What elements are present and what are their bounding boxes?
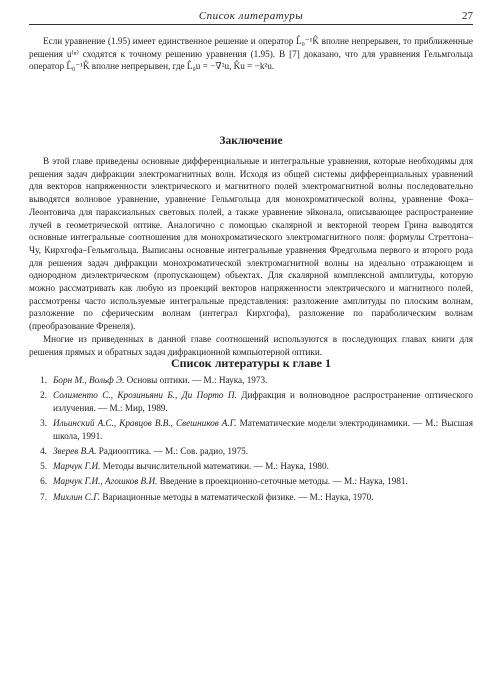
reference-number: 5. — [40, 461, 47, 472]
reference-authors: Марчук Г.И., Агошков В.И. — [53, 476, 158, 487]
references-heading: Список литературы к главе 1 — [170, 356, 332, 370]
conclusion-paragraph-1: В этой главе приведены основные дифференциальные и интегральные уравнения, которые необходимы для решения задач дифракции электромагнитных волн. Исходя из общей системы дифференциальных уравнений для векторов напряженности электрического и магнитного полей электромагнитной волны последовательно выводятся волновое уравнение, уравнение Гельмгольца для монохроматической волны, уравнение Фока–Леонтовича для параксиальных световых полей, а также уравнение эйконала, описывающее распространение лучей в геометрической оптике. Аналогично с помощью скалярной и векторной теорем Грина выводятся основные интегральные соотношения для монохроматического электромагнитного поля: формулы Стреттона–Чу, Кирхгофа–Гельмгольца. Выписаны основные интегральные уравнения Фредгольма первого и второго рода для решения задач дифракции монохроматической электромагнитной волны на идеально отражающем и однородном диэлектрическом (пропускающем) объектах. Для скалярной комплексной амплитуды, которую можно рассматривать как любую из проекций векторов напряженности электрического и магнитного полей, рассмотрены часто используемые интегральные представления: разложение амплитуды по плоским волнам, разложение по сферическим волнам (интеграл Кирхгофа), разложение по параболическим волнам (преобразование Френеля). — [29, 156, 473, 332]
reference-number: 6. — [40, 476, 47, 487]
references-list — [29, 374, 473, 506]
reference-number: 4. — [40, 446, 47, 457]
reference-number: 1. — [40, 375, 47, 385]
reference-details: Методы вычислительной математики. — М.: Наука, 1980. — [100, 461, 329, 472]
page-number: 27 — [462, 10, 473, 22]
reference-item — [29, 460, 473, 473]
reference-details: Математические модели электродинамики. — М.: Высшая школа, 1991. — [53, 418, 473, 441]
reference-authors: Михлин С.Г. — [53, 491, 101, 502]
intro-section — [29, 35, 473, 73]
reference-number: 2. — [40, 390, 47, 401]
reference-item — [29, 475, 473, 488]
reference-details: Введение в проекционно-сеточные методы. — М.: Наука, 1981. — [157, 476, 408, 487]
reference-authors: Марчук Г.И. — [53, 461, 101, 472]
conclusion-section — [29, 155, 473, 358]
conclusion-paragraph-2: Многие из приведенных в данной главе соотношений используются в последующих главах книги для решения прямых и обратных задач дифракционной компьютерной оптики. — [29, 333, 473, 357]
reference-item — [29, 491, 473, 504]
reference-item — [29, 417, 473, 442]
reference-number: 7. — [40, 491, 47, 502]
running-header — [29, 10, 473, 25]
reference-number: 3. — [40, 418, 47, 429]
reference-details: Дифракция и волноводное распространение оптического излучения. — М.: Мир, 1989. — [53, 390, 473, 413]
reference-details: Основы оптики. — М.: Наука, 1973. — [124, 375, 268, 385]
reference-authors: Борн М., Вольф Э. — [53, 375, 125, 385]
reference-item — [29, 389, 473, 414]
reference-details: Вариационные методы в математической физике. — М.: Наука, 1970. — [100, 491, 374, 502]
header-rule — [29, 24, 473, 25]
reference-item — [29, 374, 473, 387]
reference-authors: Солименто С., Крозиньяни Б., Ди Порто П. — [53, 390, 237, 401]
running-title: Список литературы — [198, 10, 304, 22]
intro-paragraph: Если уравнение (1.95) имеет единственное решение и оператор L̂₀⁻¹K̂ вполне непрерывен, то приближенные решения u⁽ⁿ⁾ сходятся к точному решению уравнения (1.95). В [7] доказано, что для уравнения Гельмгольца оператор L̂₀⁻¹K̂ вполне непрерывен, где L̂₀u = −∇²u, K̂u = −k²u. — [29, 36, 473, 72]
conclusion-heading: Заключение — [219, 135, 283, 147]
reference-authors: Ильинский А.С., Кравцов В.В., Свешников А.Г. — [53, 418, 237, 429]
reference-details: Радиооптика. — М.: Сов. радио, 1975. — [96, 446, 249, 457]
reference-authors: Зверев В.А. — [53, 446, 97, 457]
reference-item — [29, 445, 473, 458]
